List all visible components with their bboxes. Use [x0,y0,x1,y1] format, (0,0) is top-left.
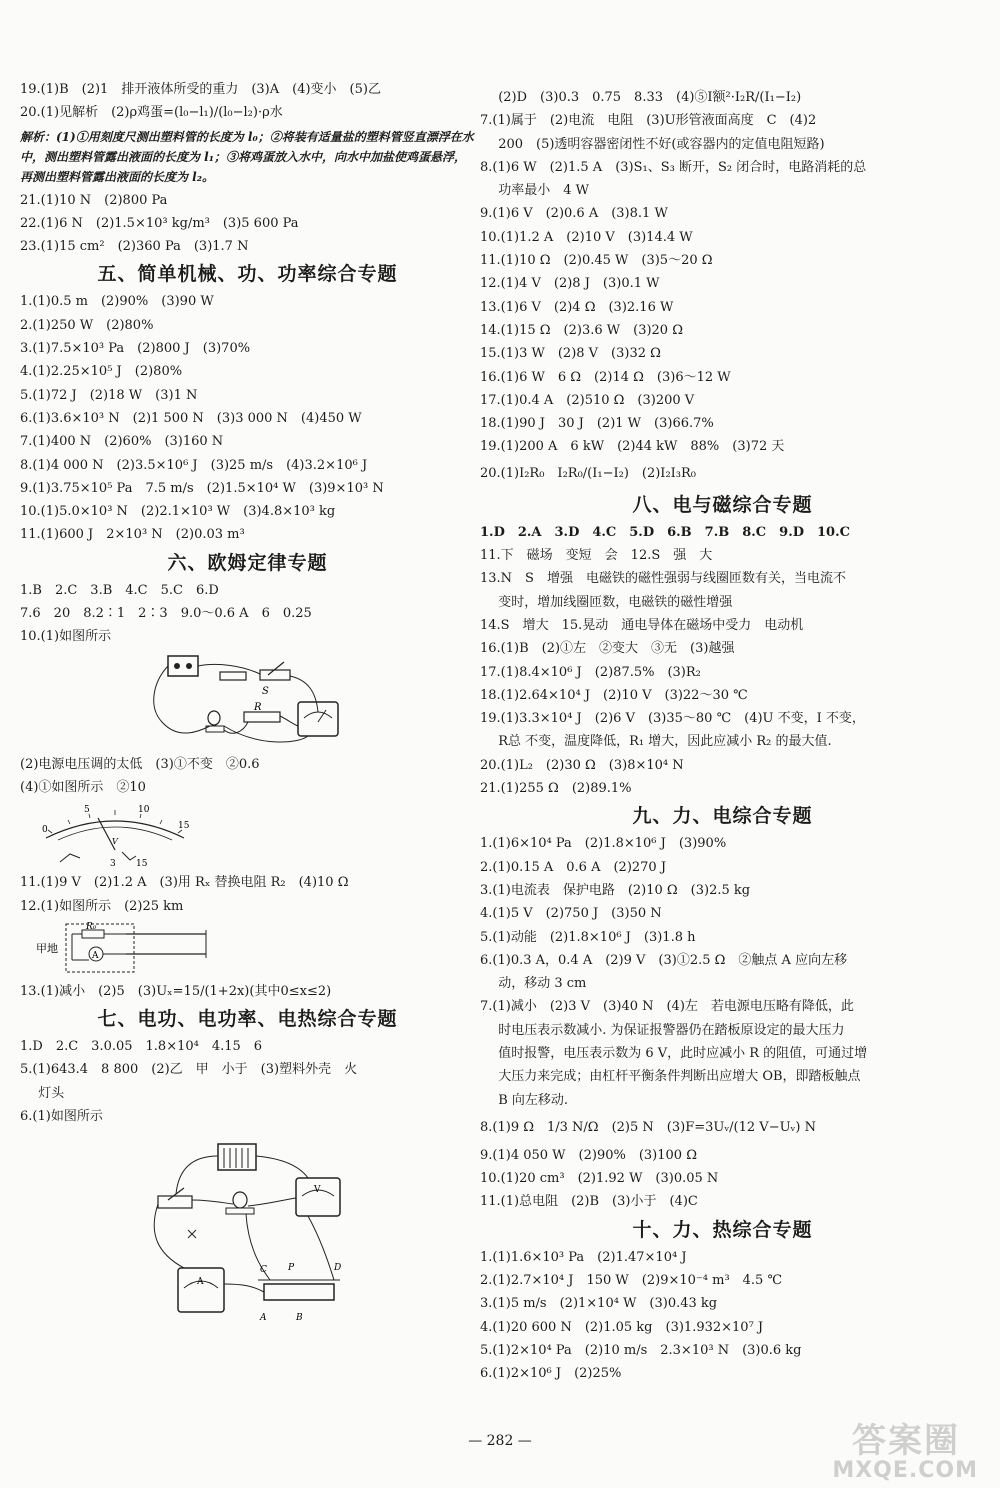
tick-10: 10 [138,805,150,816]
answer-line: 6.(1)0.3 A，0.4 A (2)9 V (3)①2.5 Ω ②触点 A 应向左移 [480,952,848,968]
label-b: B [295,1313,303,1324]
answer-line: 21.(1)10 N (2)800 Pa [20,192,168,208]
section-heading-5: 五、简单机械、功、功率综合专题 [97,263,398,286]
answer-line: 1.(1)0.5 m (2)90% (3)90 W [20,294,214,310]
answer-line: 14.(1)15 Ω (2)3.6 W (3)20 Ω [480,322,683,338]
answer-line: 7.(1)属于 (2)电流 电阻 (3)U形管液面高度 C (4)2 [480,113,817,129]
answer-line: 变时，增加线圈匝数，电磁铁的磁性增强 [498,594,733,610]
terminal-15: 15 [136,859,148,869]
answer-line: 5.(1)643.4 8 800 (2)乙 甲 小于 (3)塑料外壳 火 [20,1062,358,1078]
answer-line: 12.(1)4 V (2)8 J (3)0.1 W [480,276,660,292]
section-heading-6: 六、欧姆定律专题 [167,551,328,574]
answer-line: 22.(1)6 N (2)1.5×10³ kg/m³ (3)5 600 Pa [20,215,299,231]
label-c: C [259,1265,267,1276]
watermark-url: MXQE.COM [832,1458,978,1483]
terminal-3: 3 [110,859,116,869]
answer-line: 21.(1)255 Ω (2)89.1% [480,781,632,797]
section-heading-7: 七、电功、电功率、电热综合专题 [97,1008,398,1031]
answer-line: 17.(1)0.4 A (2)510 Ω (3)200 V [480,392,695,408]
circuit-figure-1 [148,652,348,750]
answer-line: 11.(1)总电阻 (2)B (3)小于 (4)C [480,1194,698,1210]
answer-line: 4.(1)2.25×10⁵ J (2)80% [20,364,183,380]
answer-line: 2.(1)2.7×10⁴ J 150 W (2)9×10⁻⁴ m³ 4.5 ℃ [480,1273,783,1289]
label-a3: A [259,1313,266,1324]
answer-line: 15.(1)3 W (2)8 V (3)32 Ω [480,346,661,362]
label-a: A [92,950,99,961]
answer-line: (4)①如图所示 ②10 [20,779,146,795]
answer-line: 18.(1)2.64×10⁴ J (2)10 V (3)22～30 ℃ [480,687,748,703]
label-d: D [333,1263,341,1274]
answer-line: 灯头 [38,1085,65,1101]
answer-line: 2.(1)0.15 A 0.6 A (2)270 J [480,859,667,875]
answer-line: 7.(1)400 N (2)60% (3)160 N [20,434,224,450]
tick-15: 15 [178,821,190,832]
label-p: P [287,1263,294,1274]
answer-line: 11.(1)600 J 2×10³ N (2)0.03 m³ [20,527,245,543]
answer-line: 6.(1)2×10⁶ J (2)25% [480,1366,622,1382]
answer-line: 10.(1)如图所示 [20,629,112,645]
section-heading-8: 八、电与磁综合专题 [632,493,813,516]
answer-line: B 向左移动. [498,1092,569,1108]
answer-line: 3.(1)7.5×10³ Pa (2)800 J (3)70% [20,341,251,357]
answer-line: (2)电源电压调的太低 (3)①不变 ②0.6 [20,756,260,772]
answer-line: 2.(1)250 W (2)80% [20,317,154,333]
answer-line: 200 (5)透明容器密闭性不好(或容器内的定值电阻短路) [498,136,825,152]
circuit-figure-2 [148,1134,348,1332]
watermark-logo: 答案圈 [852,1421,960,1461]
answer-line: 19.(1)B (2)1 排开液体所受的重力 (3)A (4)变小 (5)乙 [20,82,381,97]
answer-line: 10.(1)20 cm³ (2)1.92 W (3)0.05 N [480,1171,719,1187]
answer-line: 7.6 20 8.2∶1 2∶3 9.0～0.6 A 6 0.25 [20,606,312,622]
answer-line: 13.(1)6 V (2)4 Ω (3)2.16 W [480,299,674,315]
answer-line: 9.(1)4 050 W (2)90% (3)100 Ω [480,1147,697,1163]
answer-line: 1.D 2.A 3.D 4.C 5.D 6.B 7.B 8.C 9.D 10.C [480,524,850,540]
label-v: V [112,837,118,847]
answer-line: 13.(1)减小 (2)5 (3)Uₓ=15/(1+2x)(其中0≤x≤2) [20,983,332,999]
answer-line: 动，移动 3 cm [498,976,587,992]
answer-line: 大压力来完成；由杠杆平衡条件判断出应增大 OB，即踏板触点 [498,1069,861,1085]
answer-line: 5.(1)动能 (2)1.8×10⁶ J (3)1.8 h [480,929,696,945]
answer-line: 11.(1)10 Ω (2)0.45 W (3)5～20 Ω [480,253,713,269]
answer-line: 23.(1)15 cm² (2)360 Pa (3)1.7 N [20,239,249,255]
label-s: S [261,685,269,697]
answer-line: 6.(1)如图所示 [20,1109,103,1125]
answer-line: 16.(1)B (2)①左 ②变大 ③无 (3)越强 [480,641,735,657]
answer-line: 20.(1)L₂ (2)30 Ω (3)8×10⁴ N [480,757,684,773]
tick-5: 5 [84,805,90,816]
section-heading-10: 十、力、热综合专题 [632,1218,813,1241]
answer-line: 1.D 2.C 3.0.05 1.8×10⁴ 4.15 6 [20,1039,263,1055]
explanation-text: 解析：(1)①用刻度尺测出塑料管的长度为 l₀；②将装有适量盐的塑料管竖直漂浮在水中，测出塑料管露出液面的长度为 l₁；③将鸡蛋放入水中，向水中加盐使鸡蛋悬浮，再测出塑料管露出液面的长度为 l₂。 [20,129,474,184]
answer-line: (2)D (3)0.3 0.75 8.33 (4)⑤I额²·I₂R/(I₁−I₂) [498,90,802,105]
answer-line: 16.(1)6 W 6 Ω (2)14 Ω (3)6～12 W [480,369,731,385]
answer-line: 8.(1)6 W (2)1.5 A (3)S₁、S₃ 断开，S₂ 闭合时，电路消耗的总 [480,159,867,175]
answer-line: 5.(1)2×10⁴ Pa (2)10 m/s 2.3×10³ N (3)0.6 kg [480,1342,802,1358]
answer-line: 9.(1)6 V (2)0.6 A (3)8.1 W [480,206,668,222]
answer-line: 7.(1)减小 (2)3 V (3)40 N (4)左 若电源电压略有降低，此 [480,999,854,1015]
answer-line: 10.(1)1.2 A (2)10 V (3)14.4 W [480,229,693,245]
tick-0: 0 [42,825,48,836]
section-heading-9: 九、力、电综合专题 [632,805,813,828]
answer-line: 20.(1)I₂R₀ I₂R₀/(I₁−I₂) (2)I₂I₃R₀ [480,465,696,481]
answer-line: 11.下 磁场 变短 会 12.S 强 大 [480,548,713,564]
answer-line: 3.(1)5 m/s (2)1×10⁴ W (3)0.43 kg [480,1296,718,1312]
answer-line: 1.(1)6×10⁴ Pa (2)1.8×10⁶ J (3)90% [480,836,727,852]
answer-line: 12.(1)如图所示 (2)25 km [20,898,184,914]
voltmeter-figure [40,802,190,868]
answer-line: 4.(1)20 600 N (2)1.05 kg (3)1.932×10⁷ J [480,1319,764,1335]
answer-line: 8.(1)4 000 N (2)3.5×10⁶ J (3)25 m/s (4)3.2×10⁶ J [20,457,368,473]
answer-line: 14.S 增大 15.晃动 通电导体在磁场中受力 电动机 [480,617,804,633]
left-column [20,78,475,1335]
answer-line: 4.(1)5 V (2)750 J (3)50 N [480,906,662,922]
ground-fault-figure [36,920,216,978]
answer-line: 10.(1)5.0×10³ N (2)2.1×10³ W (3)4.8×10³ kg [20,504,336,520]
answer-line: R总 不变，温度降低，R₁ 增大，因此应减小 R₂ 的最大值. [498,734,832,750]
answer-line: 3.(1)电流表 保护电路 (2)10 Ω (3)2.5 kg [480,882,751,898]
answer-line: 19.(1)200 A 6 kW (2)44 kW 88% (3)72 天 [480,439,785,455]
right-column [480,86,965,1386]
answer-line: 9.(1)3.75×10⁵ Pa 7.5 m/s (2)1.5×10⁴ W (3)9×10³ N [20,480,384,496]
label-a2: A [196,1277,203,1288]
answer-line: 11.(1)9 V (2)1.2 A (3)用 Rₓ 替换电阻 R₂ (4)10 Ω [20,875,349,891]
answer-line: 时电压表示数减小. 为保证报警器仍在踏板原设定的最大压力 [498,1022,845,1038]
label-r: R [253,701,262,713]
page-number: — 282 — [468,1433,532,1449]
answer-line: 1.B 2.C 3.B 4.C 5.C 6.D [20,582,219,598]
answer-line: 1.(1)1.6×10³ Pa (2)1.47×10⁴ J [480,1249,687,1265]
answer-line: 功率最小 4 W [498,183,589,199]
answer-line: 5.(1)72 J (2)18 W (3)1 N [20,387,198,403]
answer-line: 19.(1)3.3×10⁴ J (2)6 V (3)35～80 ℃ (4)U 不变，I 不变， [480,711,865,727]
label-jiadi: 甲地 [36,941,58,955]
answer-line: 6.(1)3.6×10³ N (2)1 500 N (3)3 000 N (4)450 W [20,410,362,426]
answer-line: 8.(1)9 Ω 1/3 N/Ω (2)5 N (3)F=3Uᵥ/(12 V−Uᵥ) N [480,1119,816,1135]
answer-line: 17.(1)8.4×10⁶ J (2)87.5% (3)R₂ [480,664,701,680]
label-r0: R₀ [86,921,97,932]
answer-line: 20.(1)见解析 (2)ρ鸡蛋=(l₀−l₁)/(l₀−l₂)·ρ水 [20,105,283,121]
label-v2: V [313,1185,320,1196]
answer-line: 13.N S 增强 电磁铁的磁性强弱与线圈匝数有关，当电流不 [480,571,846,587]
answer-line: 值时报警，电压表示数为 6 V，此时应减小 R 的阻值，可通过增 [498,1045,868,1061]
answer-line: 18.(1)90 J 30 J (2)1 W (3)66.7% [480,416,714,432]
